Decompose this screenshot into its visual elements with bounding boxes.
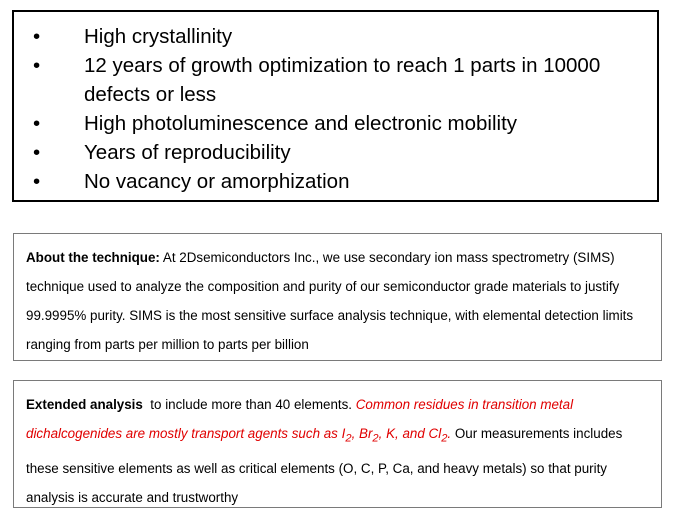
- extended-heading: Extended analysis: [26, 397, 143, 412]
- technique-box: [13, 233, 662, 361]
- technique-body: At 2Dsemiconductors Inc., we use secondary ion mass spectrometry (SIMS) technique used to analyze the composition and purity of our semiconductor grade materials to justify 99.9995% purity. SIMS is the most sensitive surface analysis technique, with elemental detection limits ranging from parts per million to parts per billion: [26, 250, 634, 352]
- list-item: [14, 138, 657, 167]
- technique-heading: About the technique:: [26, 250, 160, 265]
- extended-analysis-box: [13, 380, 662, 508]
- features-box: [12, 10, 659, 202]
- bullet-icon: •: [33, 170, 41, 193]
- residues-prefix: Common residues in transition metal dichalcogenides are mostly transport agents such as: [26, 397, 574, 441]
- agent-symbol: K: [386, 426, 396, 441]
- list-item-text: 12 years of growth optimization to reach 1 parts in 10000 defects or less: [84, 54, 601, 106]
- bullet-icon: •: [33, 141, 41, 164]
- list-item-text: High photoluminescence and electronic mobility: [84, 112, 518, 135]
- list-item: [14, 109, 657, 138]
- bullet-icon: •: [33, 25, 41, 48]
- extended-body: Our measurements includes these sensitive elements as well as critical elements (O, C, P, Ca, and heavy metals) so that purity analysis is accurate and trustworthy: [26, 426, 623, 505]
- transport-agents: [341, 426, 448, 445]
- bullet-icon: •: [33, 112, 41, 135]
- residues-suffix: .: [447, 426, 452, 441]
- features-list: [14, 22, 657, 196]
- agent-separator: ,: [351, 426, 360, 441]
- list-item-text: High crystallinity: [84, 25, 233, 48]
- list-item: [14, 167, 657, 196]
- list-item-text: Years of reproducibility: [84, 141, 291, 164]
- bullet-icon: •: [33, 54, 41, 77]
- agent-separator: , and: [395, 426, 429, 441]
- agent-separator: ,: [378, 426, 387, 441]
- agent-symbol: Br: [359, 426, 373, 441]
- agent-subscript: 2: [345, 432, 352, 445]
- list-item-text: No vacancy or amorphization: [84, 170, 350, 193]
- list-item: [14, 51, 657, 109]
- extended-intro: to include more than 40 elements.: [142, 397, 356, 412]
- agent-symbol: I: [341, 426, 346, 441]
- agent-symbol: Cl: [428, 426, 442, 441]
- list-item: [14, 22, 657, 51]
- agent-subscript: 2: [441, 432, 448, 445]
- agent-subscript: 2: [372, 432, 379, 445]
